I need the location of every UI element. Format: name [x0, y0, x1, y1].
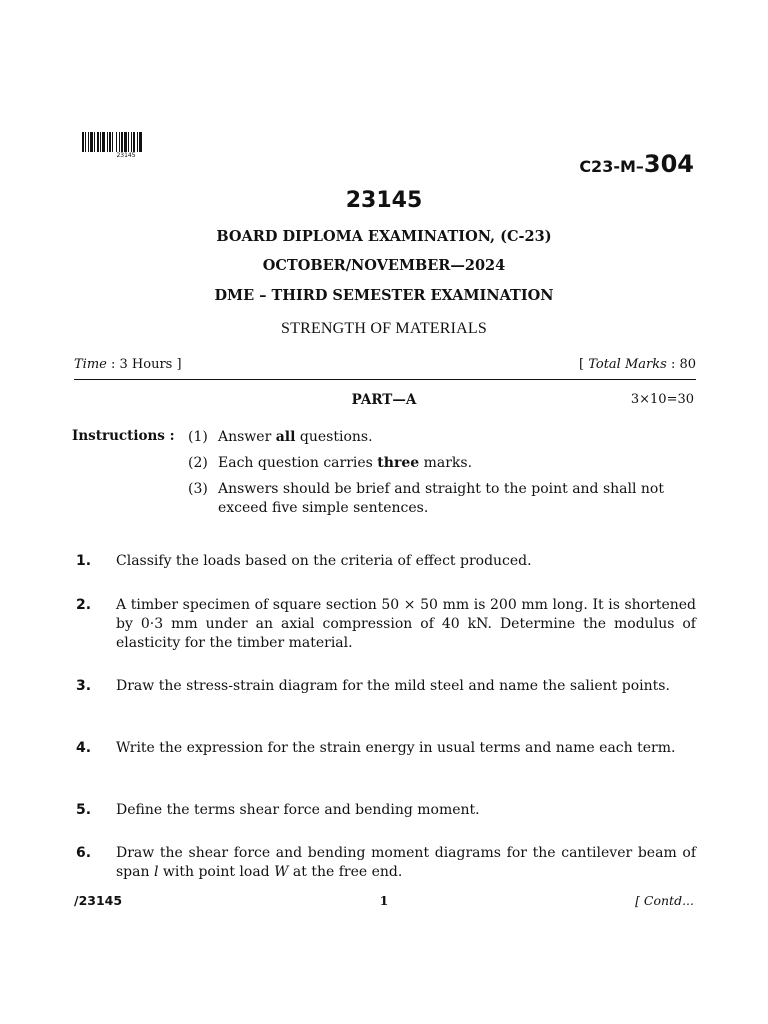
question-number: 3. — [76, 678, 92, 694]
question-text: Write the expression for the strain energy in usual terms and name each term. — [116, 740, 676, 756]
part-title: PART—A — [351, 392, 417, 408]
instruction-number: (2) — [188, 455, 208, 471]
barcode-number: 23145 — [116, 152, 136, 159]
header-divider — [74, 379, 696, 380]
paper-code-prefix: C23-M– — [579, 157, 644, 176]
exam-session: OCTOBER/NOVEMBER—2024 — [262, 257, 506, 274]
exam-board-title: BOARD DIPLOMA EXAMINATION, (C-23) — [216, 228, 552, 245]
instruction-text: Each question carries three marks. — [218, 455, 473, 471]
question-number: 2. — [76, 597, 92, 613]
time-value: : 3 Hours ] — [111, 357, 182, 372]
instruction-item — [188, 480, 678, 518]
barcode — [82, 132, 170, 152]
marks-label: Total Marks — [588, 357, 667, 372]
question-text: A timber specimen of square section 50 × 50 mm is 200 mm long. It is shortened by 0·3 mm under an axial compression of 40 kN. Determine the modulus of elasticity for the timber material. — [116, 597, 696, 651]
question-number: 4. — [76, 740, 92, 756]
paper-number: 23145 — [345, 188, 423, 213]
total-marks — [579, 357, 696, 372]
time-label: Time — [74, 357, 107, 372]
question — [76, 677, 696, 696]
continued-note: [ Contd... — [635, 893, 694, 908]
instruction-number: (3) — [188, 481, 208, 497]
subject-title: STRENGTH OF MATERIALS — [281, 320, 487, 337]
part-marks: 3×10=30 — [630, 392, 694, 407]
marks-value: : 80 — [670, 357, 696, 372]
instruction-text: Answers should be brief and straight to the point and shall not exceed five simple sentences. — [218, 481, 664, 516]
instruction-item — [188, 428, 678, 447]
page-number: 1 — [379, 893, 389, 908]
question — [76, 801, 696, 820]
question — [76, 739, 696, 758]
question — [76, 844, 696, 882]
question-text: Draw the shear force and bending moment diagrams for the cantilever beam of span l with point load W at the free end. — [116, 845, 696, 880]
paper-code-number: 304 — [643, 150, 694, 178]
question — [76, 552, 696, 571]
question-text: Classify the loads based on the criteria of effect produced. — [116, 553, 532, 569]
paper-code — [579, 150, 694, 178]
instruction-item — [188, 454, 678, 473]
exam-semester: DME – THIRD SEMESTER EXAMINATION — [214, 287, 554, 304]
marks-bracket: [ — [579, 357, 589, 372]
question-number: 5. — [76, 802, 92, 818]
instruction-number: (1) — [188, 429, 208, 445]
question-number: 6. — [76, 845, 92, 861]
footer-paper-code: /23145 — [74, 893, 123, 908]
time-allowed — [74, 357, 182, 372]
instruction-text: Answer all questions. — [218, 429, 373, 445]
instructions-label: Instructions : — [72, 428, 175, 444]
question — [76, 596, 696, 653]
question-text: Draw the stress-strain diagram for the mild steel and name the salient points. — [116, 678, 670, 694]
question-number: 1. — [76, 553, 92, 569]
question-text: Define the terms shear force and bending moment. — [116, 802, 480, 818]
